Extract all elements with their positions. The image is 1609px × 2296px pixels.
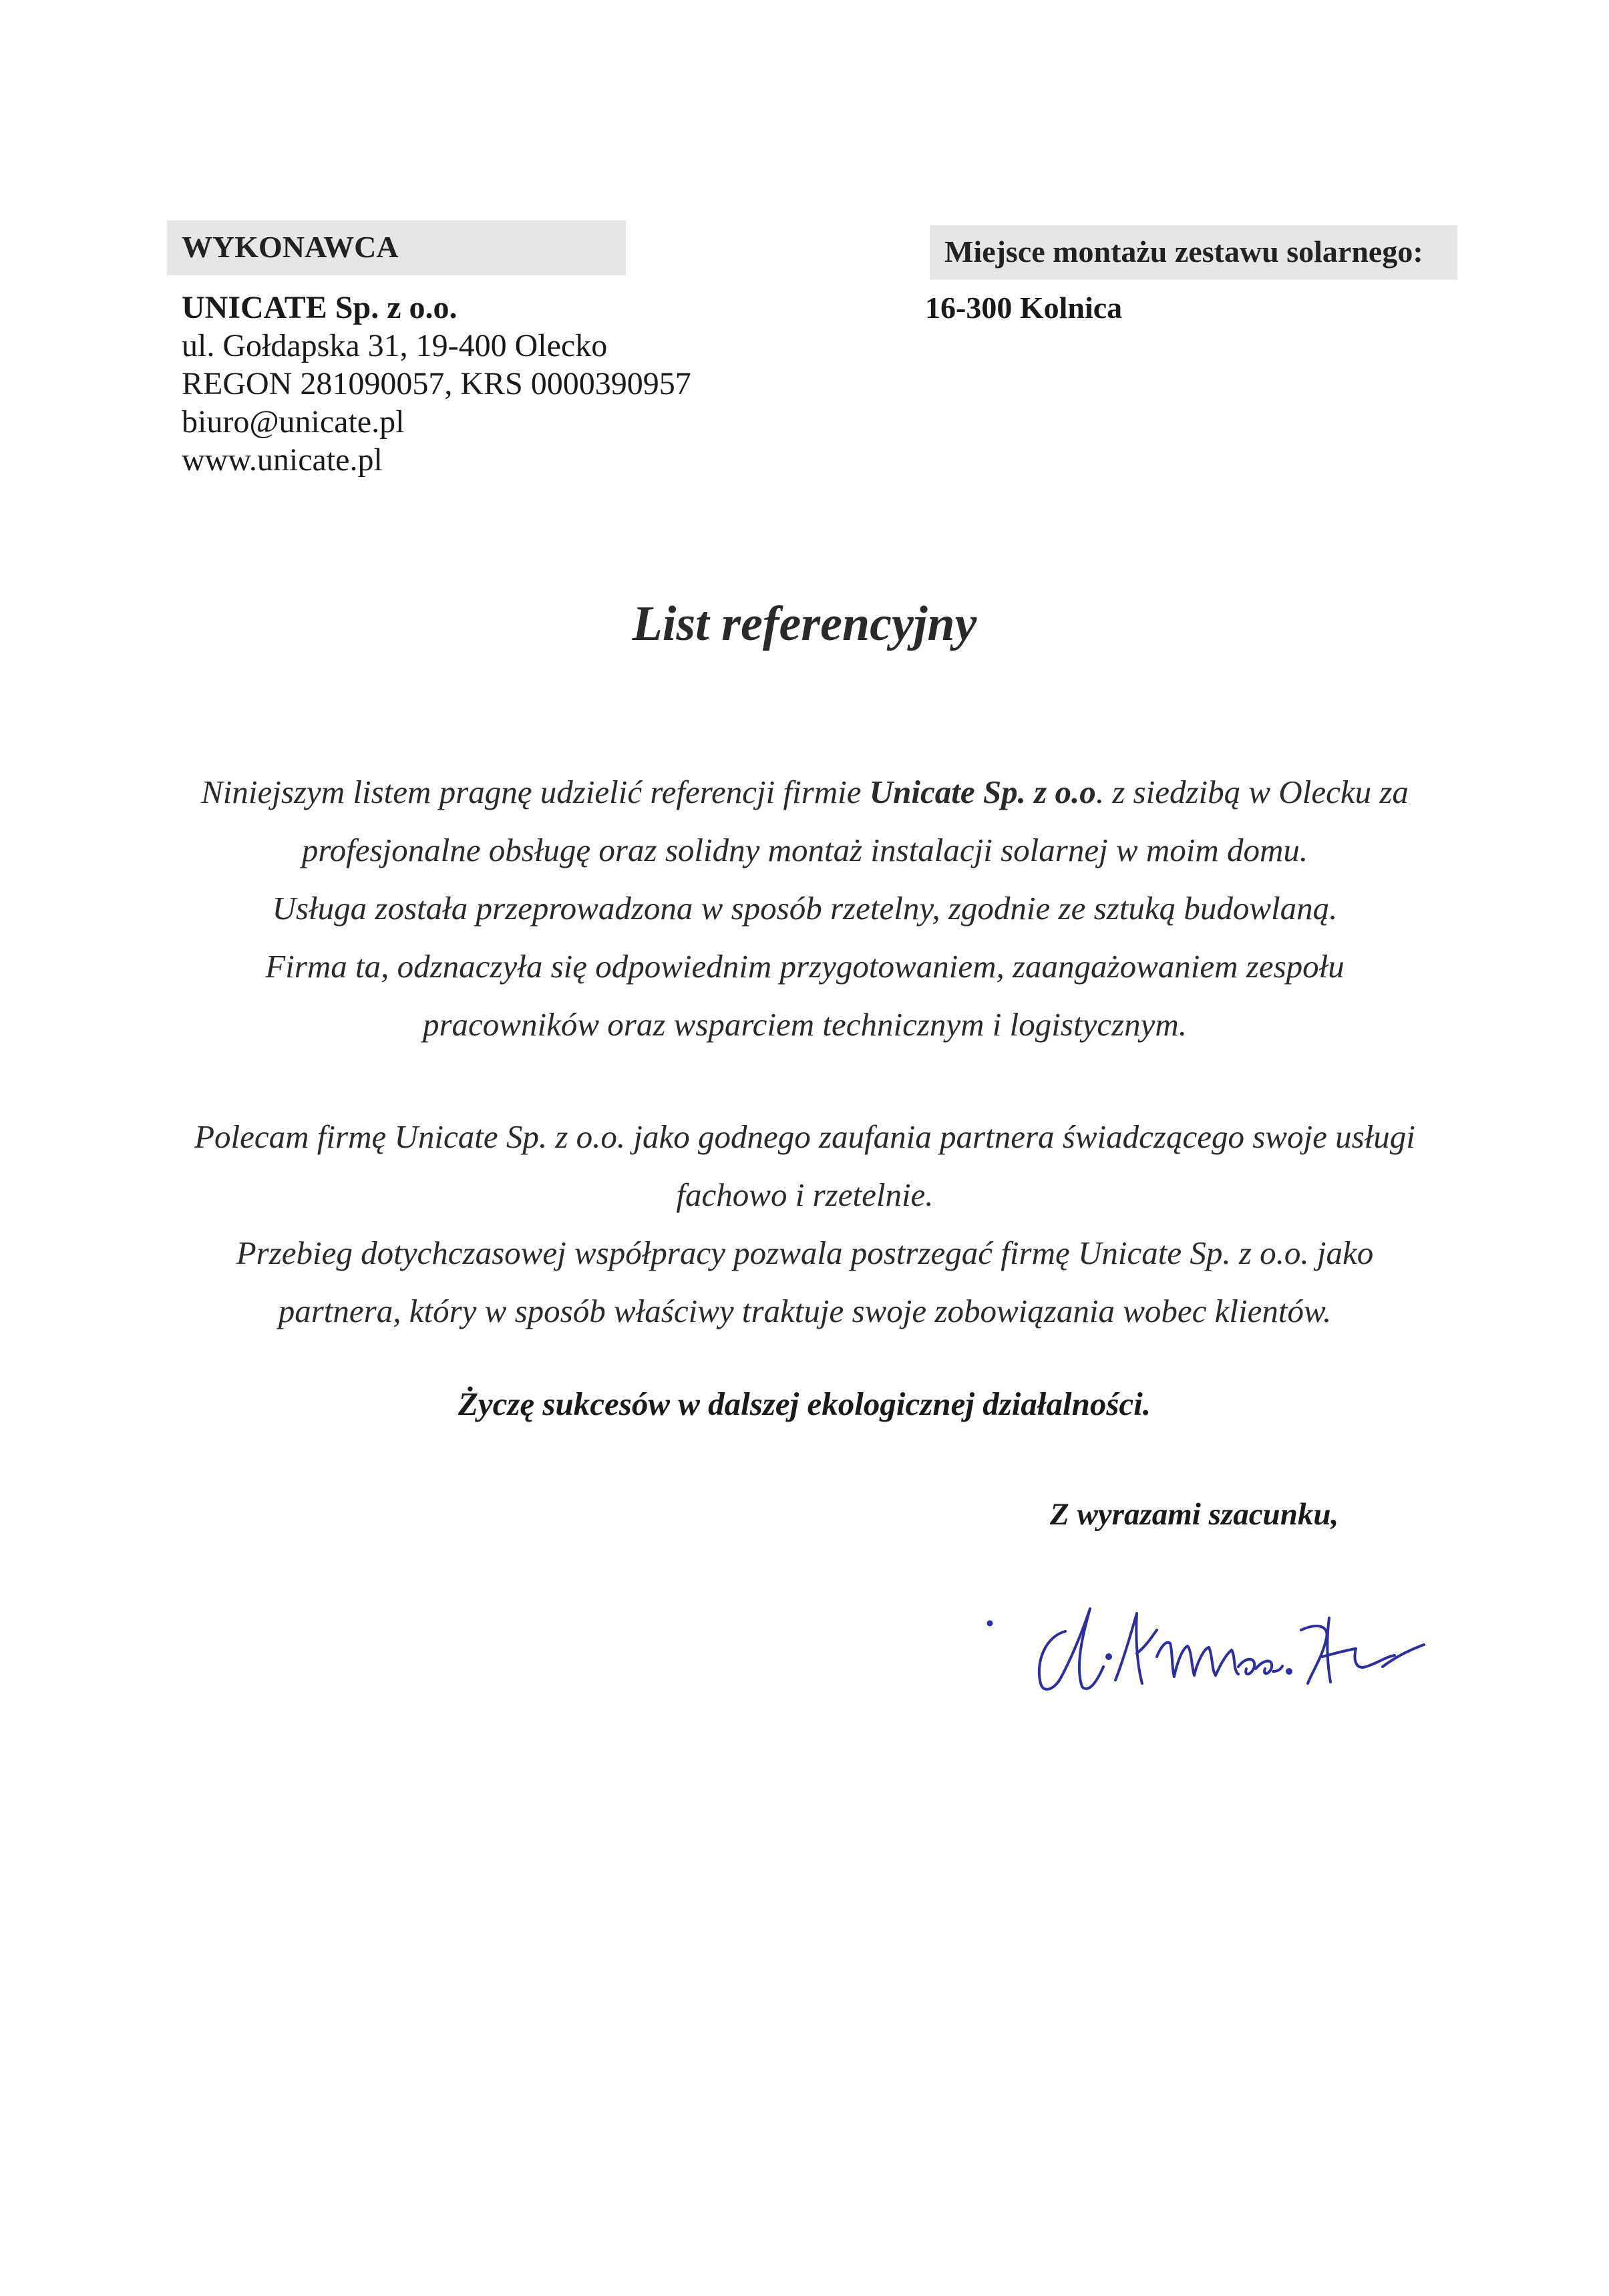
- paragraph-2-line-4: partnera, który w sposób właściwy traktuje swoje zobowiązania wobec klientów.: [278, 1293, 1332, 1329]
- contractor-email: biuro@unicate.pl: [182, 404, 405, 440]
- contractor-details: [182, 289, 691, 479]
- letter-paragraph-2: [154, 1108, 1456, 1340]
- paragraph-1-line-3: Usługa została przeprowadzona w sposób rzetelny, zgodnie ze sztuką budowlaną.: [272, 890, 1338, 927]
- installation-site-location: 16-300 Kolnica: [925, 291, 1123, 325]
- paragraph-2-line-3: Przebieg dotychczasowej współpracy pozwala postrzegać firmę Unicate Sp. z o.o. jako: [236, 1235, 1374, 1271]
- handwritten-signature: [982, 1556, 1449, 1710]
- contractor-address: ul. Gołdapska 31, 19-400 Olecko: [182, 328, 608, 363]
- company-name-emphasis: Unicate Sp. z o.o: [869, 774, 1096, 810]
- installation-site-label: [930, 225, 1457, 280]
- paragraph-1-line-2: profesjonalne obsługę oraz solidny montaż instalacji solarnej w moim domu.: [301, 832, 1308, 868]
- contractor-website: www.unicate.pl: [182, 442, 383, 478]
- contractor-registry: REGON 281090057, KRS 0000390957: [182, 366, 691, 401]
- paragraph-1-line-1: [154, 763, 1456, 821]
- contractor-label-text: WYKONAWCA: [182, 230, 399, 264]
- paragraph-1-line-1-start: Niniejszym listem pragnę udzielić referencji firmie: [201, 774, 870, 810]
- paragraph-1-line-4: Firma ta, odznaczyła się odpowiednim przygotowaniem, zaangażowaniem zespołu: [265, 948, 1345, 985]
- closing-wish: Życzę sukcesów w dalszej ekologicznej działalności.: [458, 1385, 1151, 1422]
- paragraph-1-line-1-end: . z siedzibą w Olecku za: [1095, 774, 1409, 810]
- paragraph-1-line-5: pracowników oraz wsparciem technicznym i logistycznym.: [422, 1006, 1188, 1043]
- installation-site-label-text: Miejsce montażu zestawu solarnego:: [944, 234, 1423, 269]
- paragraph-2-line-1: Polecam firmę Unicate Sp. z o.o. jako godnego zaufania partnera świadczącego swoje usługi: [194, 1118, 1415, 1155]
- contractor-label: [167, 220, 626, 275]
- contractor-name: UNICATE Sp. z o.o.: [182, 290, 458, 325]
- paragraph-2-line-2: fachowo i rzetelnie.: [676, 1176, 934, 1213]
- letter-paragraph-1: [154, 763, 1456, 1053]
- closing-salutation: Z wyrazami szacunku,: [1050, 1497, 1339, 1532]
- letter-title: List referencyjny: [632, 597, 977, 651]
